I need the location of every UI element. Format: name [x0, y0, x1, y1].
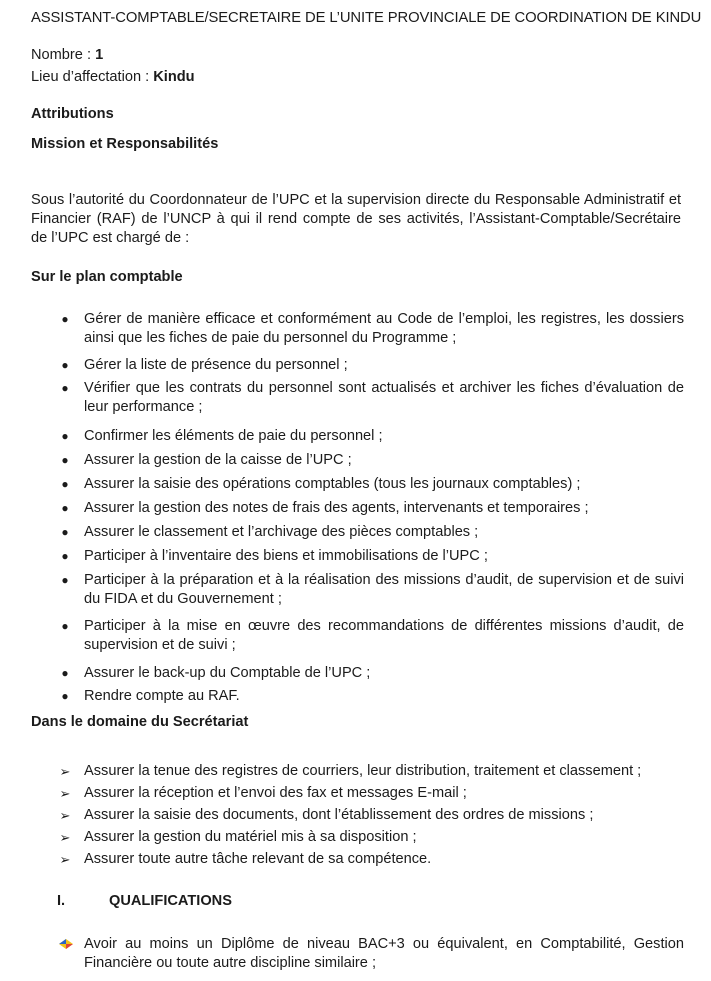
- qualification-item: Avoir au moins un Diplôme de niveau BAC+3 ou équivalent, en Comptabilité, Gestion Financière ou toute autre discipline similaire ;: [84, 936, 684, 971]
- bullet-dot-icon: ●: [61, 525, 69, 539]
- heading-plan-comptable: Sur le plan comptable: [31, 269, 183, 285]
- bullet-dot-icon: ●: [61, 689, 69, 703]
- colored-diamond-bullet-icon: [59, 939, 73, 949]
- list-item: ● Assurer la saisie des opérations comptables (tous les journaux comptables) ;: [58, 475, 684, 494]
- list-item: ➢ Assurer la gestion du matériel mis à sa disposition ;: [59, 829, 417, 845]
- nombre-value: 1: [95, 47, 104, 63]
- bullet-dot-icon: ●: [61, 312, 69, 326]
- section-number: I.: [57, 893, 66, 909]
- nombre-label: Nombre :: [31, 47, 96, 63]
- list-item: ● Assurer le classement et l’archivage des pièces comptables ;: [58, 523, 684, 542]
- list-item: ● Gérer la liste de présence du personnel ;: [58, 356, 684, 375]
- bullet-dot-icon: ●: [61, 429, 69, 443]
- heading-secretariat: Dans le domaine du Secrétariat: [31, 714, 249, 730]
- lieu-value: Kindu: [153, 69, 195, 85]
- lieu-label: Lieu d’affectation :: [31, 69, 154, 85]
- bullet-dot-icon: ●: [61, 477, 69, 491]
- arrow-bullet-icon: ➢: [59, 786, 71, 801]
- arrow-bullet-icon: ➢: [59, 808, 71, 823]
- bullet-dot-icon: ●: [61, 619, 69, 633]
- list-item: ● Assurer le back-up du Comptable de l’UPC ;: [58, 664, 684, 683]
- list-item: ● Assurer la gestion de la caisse de l’UPC ;: [58, 451, 684, 470]
- list-item: ● Vérifier que les contrats du personnel sont actualisés et archiver les fiches d’évaluation de leur performance ;: [58, 379, 684, 417]
- list-item: ● Gérer de manière efficace et conformément au Code de l’emploi, les registres, les dossiers ainsi que les fiches de paie du personnel du Programme ;: [58, 310, 684, 348]
- list-item: ➢ Assurer la saisie des documents, dont l’établissement des ordres de missions ;: [59, 807, 594, 823]
- bullet-dot-icon: ●: [61, 453, 69, 467]
- intro-paragraph: Sous l’autorité du Coordonnateur de l’UPC et la supervision directe du Responsable Administratif et Financier (RAF) de l’UNCP à qui il rend compte de ses activités, l’Assistant-Comptable/Secrétaire de l’UPC est chargé de :: [31, 192, 681, 246]
- list-item: ● Assurer la gestion des notes de frais des agents, intervenants et temporaires ;: [58, 499, 684, 518]
- list-item: ● Participer à la mise en œuvre des recommandations de différentes missions d’audit, de supervision et de suivi ;: [58, 617, 684, 655]
- list-item: ● Confirmer les éléments de paie du personnel ;: [58, 427, 684, 446]
- list-item: ➢ Assurer la réception et l’envoi des fax et messages E-mail ;: [59, 785, 467, 801]
- bullet-dot-icon: ●: [61, 501, 69, 515]
- list-item: ● Rendre compte au RAF.: [58, 687, 684, 706]
- list-item: ● Participer à la préparation et à la réalisation des missions d’audit, de supervision et de suivi du FIDA et du Gouvernement ;: [58, 571, 684, 609]
- bullet-dot-icon: ●: [61, 573, 69, 587]
- arrow-bullet-icon: ➢: [59, 830, 71, 845]
- bullet-dot-icon: ●: [61, 358, 69, 372]
- list-item: ➢ Assurer la tenue des registres de courriers, leur distribution, traitement et classement ;: [59, 763, 642, 779]
- bullet-dot-icon: ●: [61, 381, 69, 395]
- bullet-dot-icon: ●: [61, 666, 69, 680]
- list-item: ● Participer à l’inventaire des biens et immobilisations de l’UPC ;: [58, 547, 684, 566]
- document-title: ASSISTANT-COMPTABLE/SECRETAIRE DE L’UNITE PROVINCIALE DE COORDINATION DE KINDU: [31, 10, 702, 26]
- heading-mission: Mission et Responsabilités: [31, 136, 219, 152]
- bullet-dot-icon: ●: [61, 549, 69, 563]
- heading-attributions: Attributions: [31, 106, 114, 122]
- arrow-bullet-icon: ➢: [59, 852, 71, 867]
- nombre-line: [31, 46, 103, 65]
- lieu-line: [31, 68, 195, 87]
- section-title-qualifications: QUALIFICATIONS: [109, 893, 232, 909]
- list-item: ➢ Assurer toute autre tâche relevant de sa compétence.: [59, 851, 432, 867]
- arrow-bullet-icon: ➢: [59, 764, 71, 779]
